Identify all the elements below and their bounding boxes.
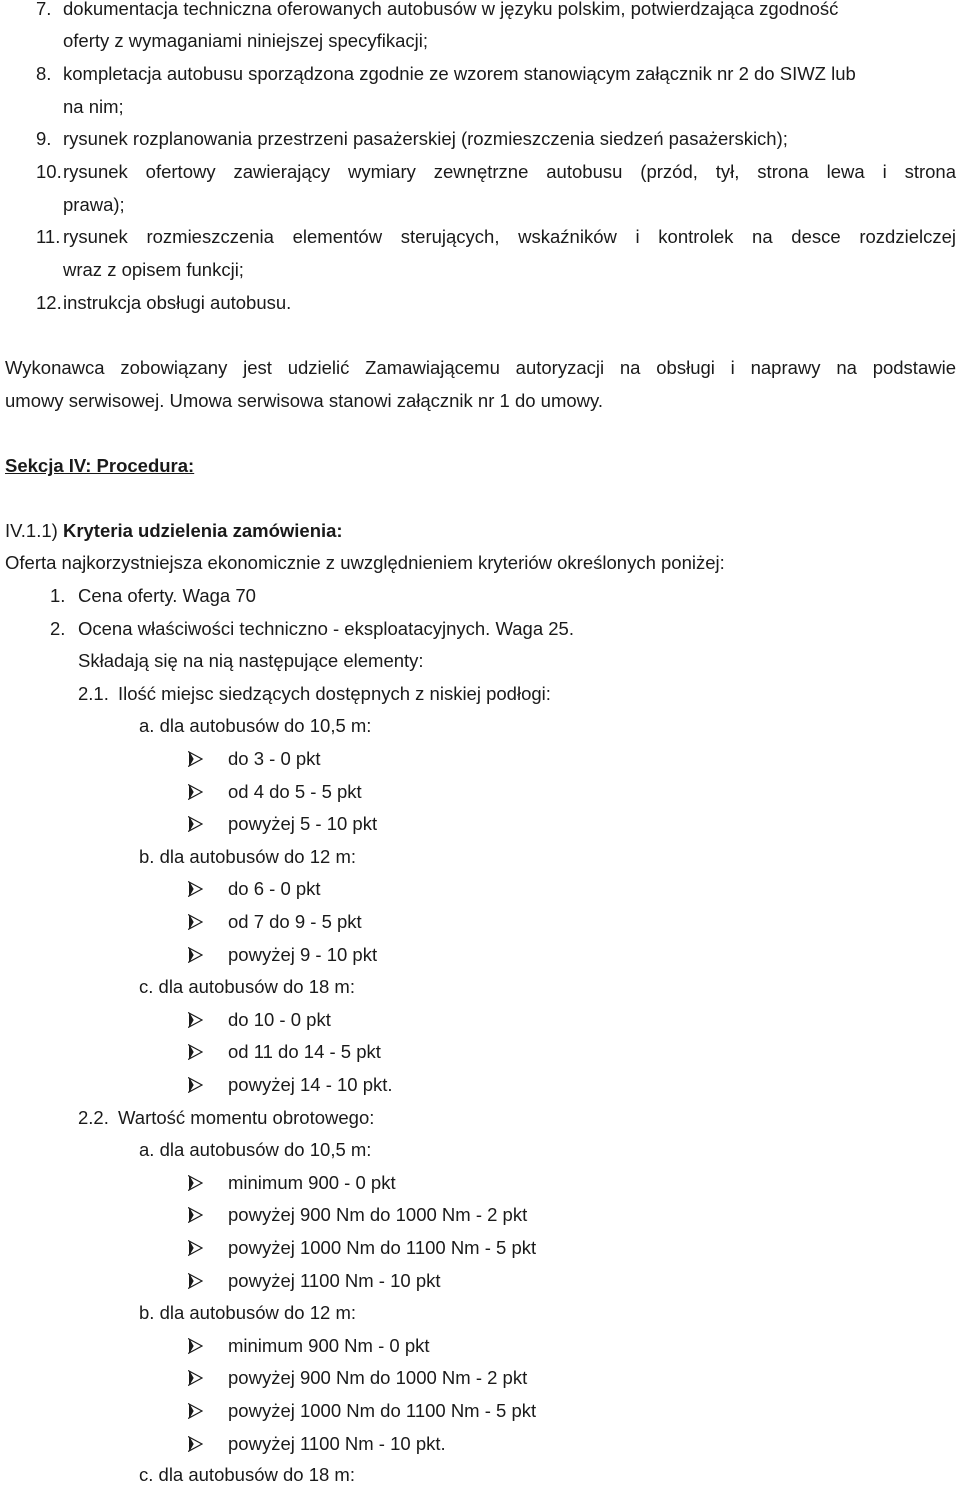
subsection-number: IV.1.1): [5, 520, 63, 541]
arrowhead-bullet-icon: [188, 1008, 204, 1032]
criterion-number: 1.: [50, 585, 66, 606]
list-number: 8.: [36, 63, 52, 84]
arrowhead-bullet-icon: [188, 780, 204, 804]
score-item: powyżej 1100 Nm - 10 pkt: [228, 1270, 441, 1291]
subsection-heading: Kryteria udzielenia zamówienia:: [62, 520, 343, 541]
arrowhead-bullet-icon: [188, 1171, 204, 1195]
arrowhead-bullet-icon: [188, 910, 204, 934]
criterion-text: Ocena właściwości techniczno - eksploatacyjnych. Waga 25.: [78, 618, 574, 639]
list-number: 9.: [36, 128, 52, 149]
subcriterion-text: Wartość momentu obrotowego:: [118, 1107, 375, 1128]
score-item: do 3 - 0 pkt: [228, 748, 321, 769]
score-item: powyżej 9 - 10 pkt: [228, 944, 378, 965]
score-item: powyżej 1000 Nm do 1100 Nm - 5 pkt: [228, 1237, 537, 1258]
arrowhead-bullet-icon: [188, 747, 204, 771]
list-item-text: rysunek rozplanowania przestrzeni pasażerskiej (rozmieszczenia siedzeń pasażerskich);: [63, 128, 788, 149]
criterion-number: 2.: [50, 618, 66, 639]
score-item: powyżej 5 - 10 pkt: [228, 813, 378, 834]
list-item-text: oferty z wymaganiami niniejszej specyfikacji;: [63, 30, 428, 51]
arrowhead-bullet-icon: [188, 943, 204, 967]
criterion-text: Cena oferty. Waga 70: [78, 585, 256, 606]
arrowhead-bullet-icon: [188, 1366, 204, 1390]
score-item: do 6 - 0 pkt: [228, 878, 321, 899]
score-item: minimum 900 Nm - 0 pkt: [228, 1335, 430, 1356]
list-number: 10.: [36, 161, 62, 182]
list-number: 11.: [36, 226, 61, 247]
vehicle-class: b. dla autobusów do 12 m:: [139, 846, 357, 867]
list-item-text: wraz z opisem funkcji;: [63, 259, 244, 280]
arrowhead-bullet-icon: [188, 1269, 204, 1293]
subcriterion-number: 2.2.: [78, 1107, 109, 1128]
list-item-7: [36, 0, 51, 21]
vehicle-class: a. dla autobusów do 10,5 m:: [139, 1139, 372, 1160]
score-item: minimum 900 - 0 pkt: [228, 1172, 396, 1193]
arrowhead-bullet-icon: [188, 1236, 204, 1260]
score-item: powyżej 900 Nm do 1000 Nm - 2 pkt: [228, 1367, 528, 1388]
list-item-text: na nim;: [63, 96, 124, 117]
score-item: od 7 do 9 - 5 pkt: [228, 911, 362, 932]
vehicle-class: c. dla autobusów do 18 m:: [139, 976, 355, 997]
subsection-title: [5, 519, 343, 543]
arrowhead-bullet-icon: [188, 1399, 204, 1423]
list-item-text: prawa);: [63, 194, 125, 215]
vehicle-class: c. dla autobusów do 18 m:: [139, 1464, 355, 1485]
score-item: od 4 do 5 - 5 pkt: [228, 781, 362, 802]
arrowhead-bullet-icon: [188, 1203, 204, 1227]
list-item-text: rysunek rozmieszczenia elementów sterujących, wskaźników i kontrolek na desce rozdzielczej: [63, 226, 956, 247]
list-item-text: dokumentacja techniczna oferowanych autobusów w języku polskim, potwierdzająca zgodność: [63, 0, 839, 19]
arrowhead-bullet-icon: [188, 1073, 204, 1097]
list-item-text: rysunek ofertowy zawierający wymiary zewnętrzne autobusu (przód, tył, strona lewa i strona: [63, 161, 956, 182]
arrowhead-bullet-icon: [188, 1432, 204, 1456]
paragraph-line: Wykonawca zobowiązany jest udzielić Zamawiającemu autoryzacji na obsługi i naprawy na podstawie: [5, 357, 956, 378]
list-number: 12.: [36, 292, 62, 313]
paragraph-line: umowy serwisowej. Umowa serwisowa stanowi załącznik nr 1 do umowy.: [5, 390, 604, 411]
arrowhead-bullet-icon: [188, 812, 204, 836]
list-number: 7.: [36, 0, 52, 19]
subcriterion-text: Ilość miejsc siedzących dostępnych z niskiej podłogi:: [118, 683, 551, 704]
arrowhead-bullet-icon: [188, 1334, 204, 1358]
score-item: od 11 do 14 - 5 pkt: [228, 1041, 381, 1062]
criterion-note: Składają się na nią następujące elementy:: [78, 650, 424, 671]
criteria-intro: Oferta najkorzystniejsza ekonomicznie z uwzględnieniem kryteriów określonych poniżej:: [5, 552, 725, 573]
score-item: powyżej 1000 Nm do 1100 Nm - 5 pkt: [228, 1400, 537, 1421]
subcriterion-number: 2.1.: [78, 683, 109, 704]
arrowhead-bullet-icon: [188, 877, 204, 901]
list-item-text: instrukcja obsługi autobusu.: [63, 292, 292, 313]
vehicle-class: a. dla autobusów do 10,5 m:: [139, 715, 372, 736]
score-item: powyżej 14 - 10 pkt.: [228, 1074, 393, 1095]
arrowhead-bullet-icon: [188, 1040, 204, 1064]
score-item: powyżej 900 Nm do 1000 Nm - 2 pkt: [228, 1204, 528, 1225]
list-item-text: kompletacja autobusu sporządzona zgodnie ze wzorem stanowiącym załącznik nr 2 do SIWZ lub: [63, 63, 856, 84]
section-heading: Sekcja IV: Procedura:: [5, 455, 195, 476]
vehicle-class: b. dla autobusów do 12 m:: [139, 1302, 357, 1323]
score-item: powyżej 1100 Nm - 10 pkt.: [228, 1433, 446, 1454]
score-item: do 10 - 0 pkt: [228, 1009, 331, 1030]
